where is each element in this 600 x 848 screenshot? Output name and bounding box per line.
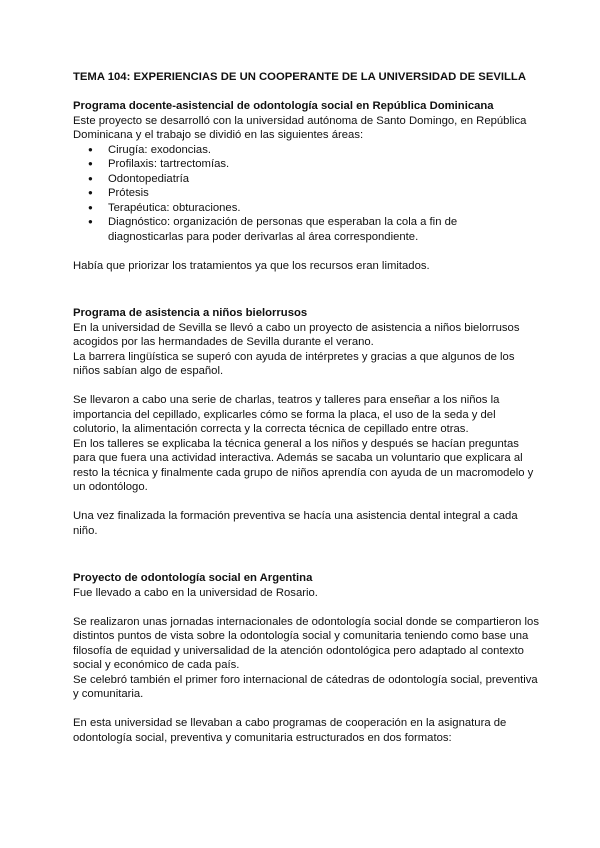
spacer — [73, 702, 543, 717]
section-argentina — [73, 571, 543, 745]
section-intro-line: Este proyecto se desarrolló con la universidad autónoma de Santo Domingo, en República — [73, 114, 527, 127]
areas-list — [73, 143, 543, 245]
paragraph: En esta universidad se llevaban a cabo programas de cooperación en la asignatura de odontología social, preventiva y comunitaria estructurados en dos formatos: — [73, 717, 507, 744]
list-item: ● Cirugía: exodoncias. — [108, 143, 543, 158]
spacer — [73, 495, 543, 510]
section-heading: Programa docente-asistencial de odontología social en República Dominicana — [73, 100, 494, 112]
section-ninos-bielorrusos — [73, 306, 543, 538]
spacer — [73, 379, 543, 394]
section-heading: Programa de asistencia a niños bielorrusos — [73, 307, 308, 319]
spacer — [73, 600, 543, 615]
paragraph: La barrera lingüística se superó con ayuda de intérpretes y gracias a que algunos de los niños sabían algo de español. — [73, 350, 515, 377]
section-republica-dominicana — [73, 99, 543, 273]
list-item: ● Terapéutica: obturaciones. — [108, 201, 543, 216]
paragraph: Fue llevado a cabo en la universidad de Rosario. — [73, 586, 318, 599]
paragraph: En la universidad de Sevilla se llevó a cabo un proyecto de asistencia a niños bielorrusos acogidos por las hermandades de Sevilla durante el verano. — [73, 321, 520, 348]
list-item: ● Prótesis — [108, 186, 543, 201]
list-item: ● Profilaxis: tartrectomías. — [108, 157, 543, 172]
paragraph: Había que priorizar los tratamientos ya que los recursos eran limitados. — [73, 259, 430, 272]
spacer — [73, 244, 543, 259]
document-title: TEMA 104: EXPERIENCIAS DE UN COOPERANTE DE LA UNIVERSIDAD DE SEVILLA — [73, 71, 526, 83]
paragraph: Se realizaron unas jornadas internacionales de odontología social donde se compartieron los distintos puntos de vista sobre la odontología social y comunitaria teniendo como base una filosofía de equidad y universalidad de la atención odontológica pero adaptado al contexto social y económico de cada país. — [73, 615, 539, 671]
list-item: ● Diagnóstico: organización de personas que esperaban la cola a fin de diagnosticarlas para poder derivarlas al área correspondiente. — [108, 215, 483, 244]
paragraph: En los talleres se explicaba la técnica general a los niños y después se hacían preguntas para que fuera una actividad interactiva. Además se sacaba un voluntario que explicara al resto la técnica y finalmente cada grupo de niños aprendía con ayuda de un macromodelo y un odontólogo. — [73, 437, 534, 493]
paragraph: Se celebró también el primer foro internacional de cátedras de odontología social, preventiva y comunitaria. — [73, 673, 538, 700]
paragraph: Se llevaron a cabo una serie de charlas, teatros y talleres para enseñar a los niños la importancia del cepillado, explicarles cómo se forma la placa, el uso de la seda y del colutorio, la alimentación correcta y la correcta técnica de cepillado entre otras. — [73, 394, 500, 435]
list-item: ● Odontopediatría — [108, 172, 543, 187]
paragraph: Una vez finalizada la formación preventiva se hacía una asistencia dental integral a cada niño. — [73, 510, 518, 537]
section-intro-line: Dominicana y el trabajo se dividió en las siguientes áreas: — [73, 129, 364, 141]
section-heading: Proyecto de odontología social en Argentina — [73, 572, 313, 584]
